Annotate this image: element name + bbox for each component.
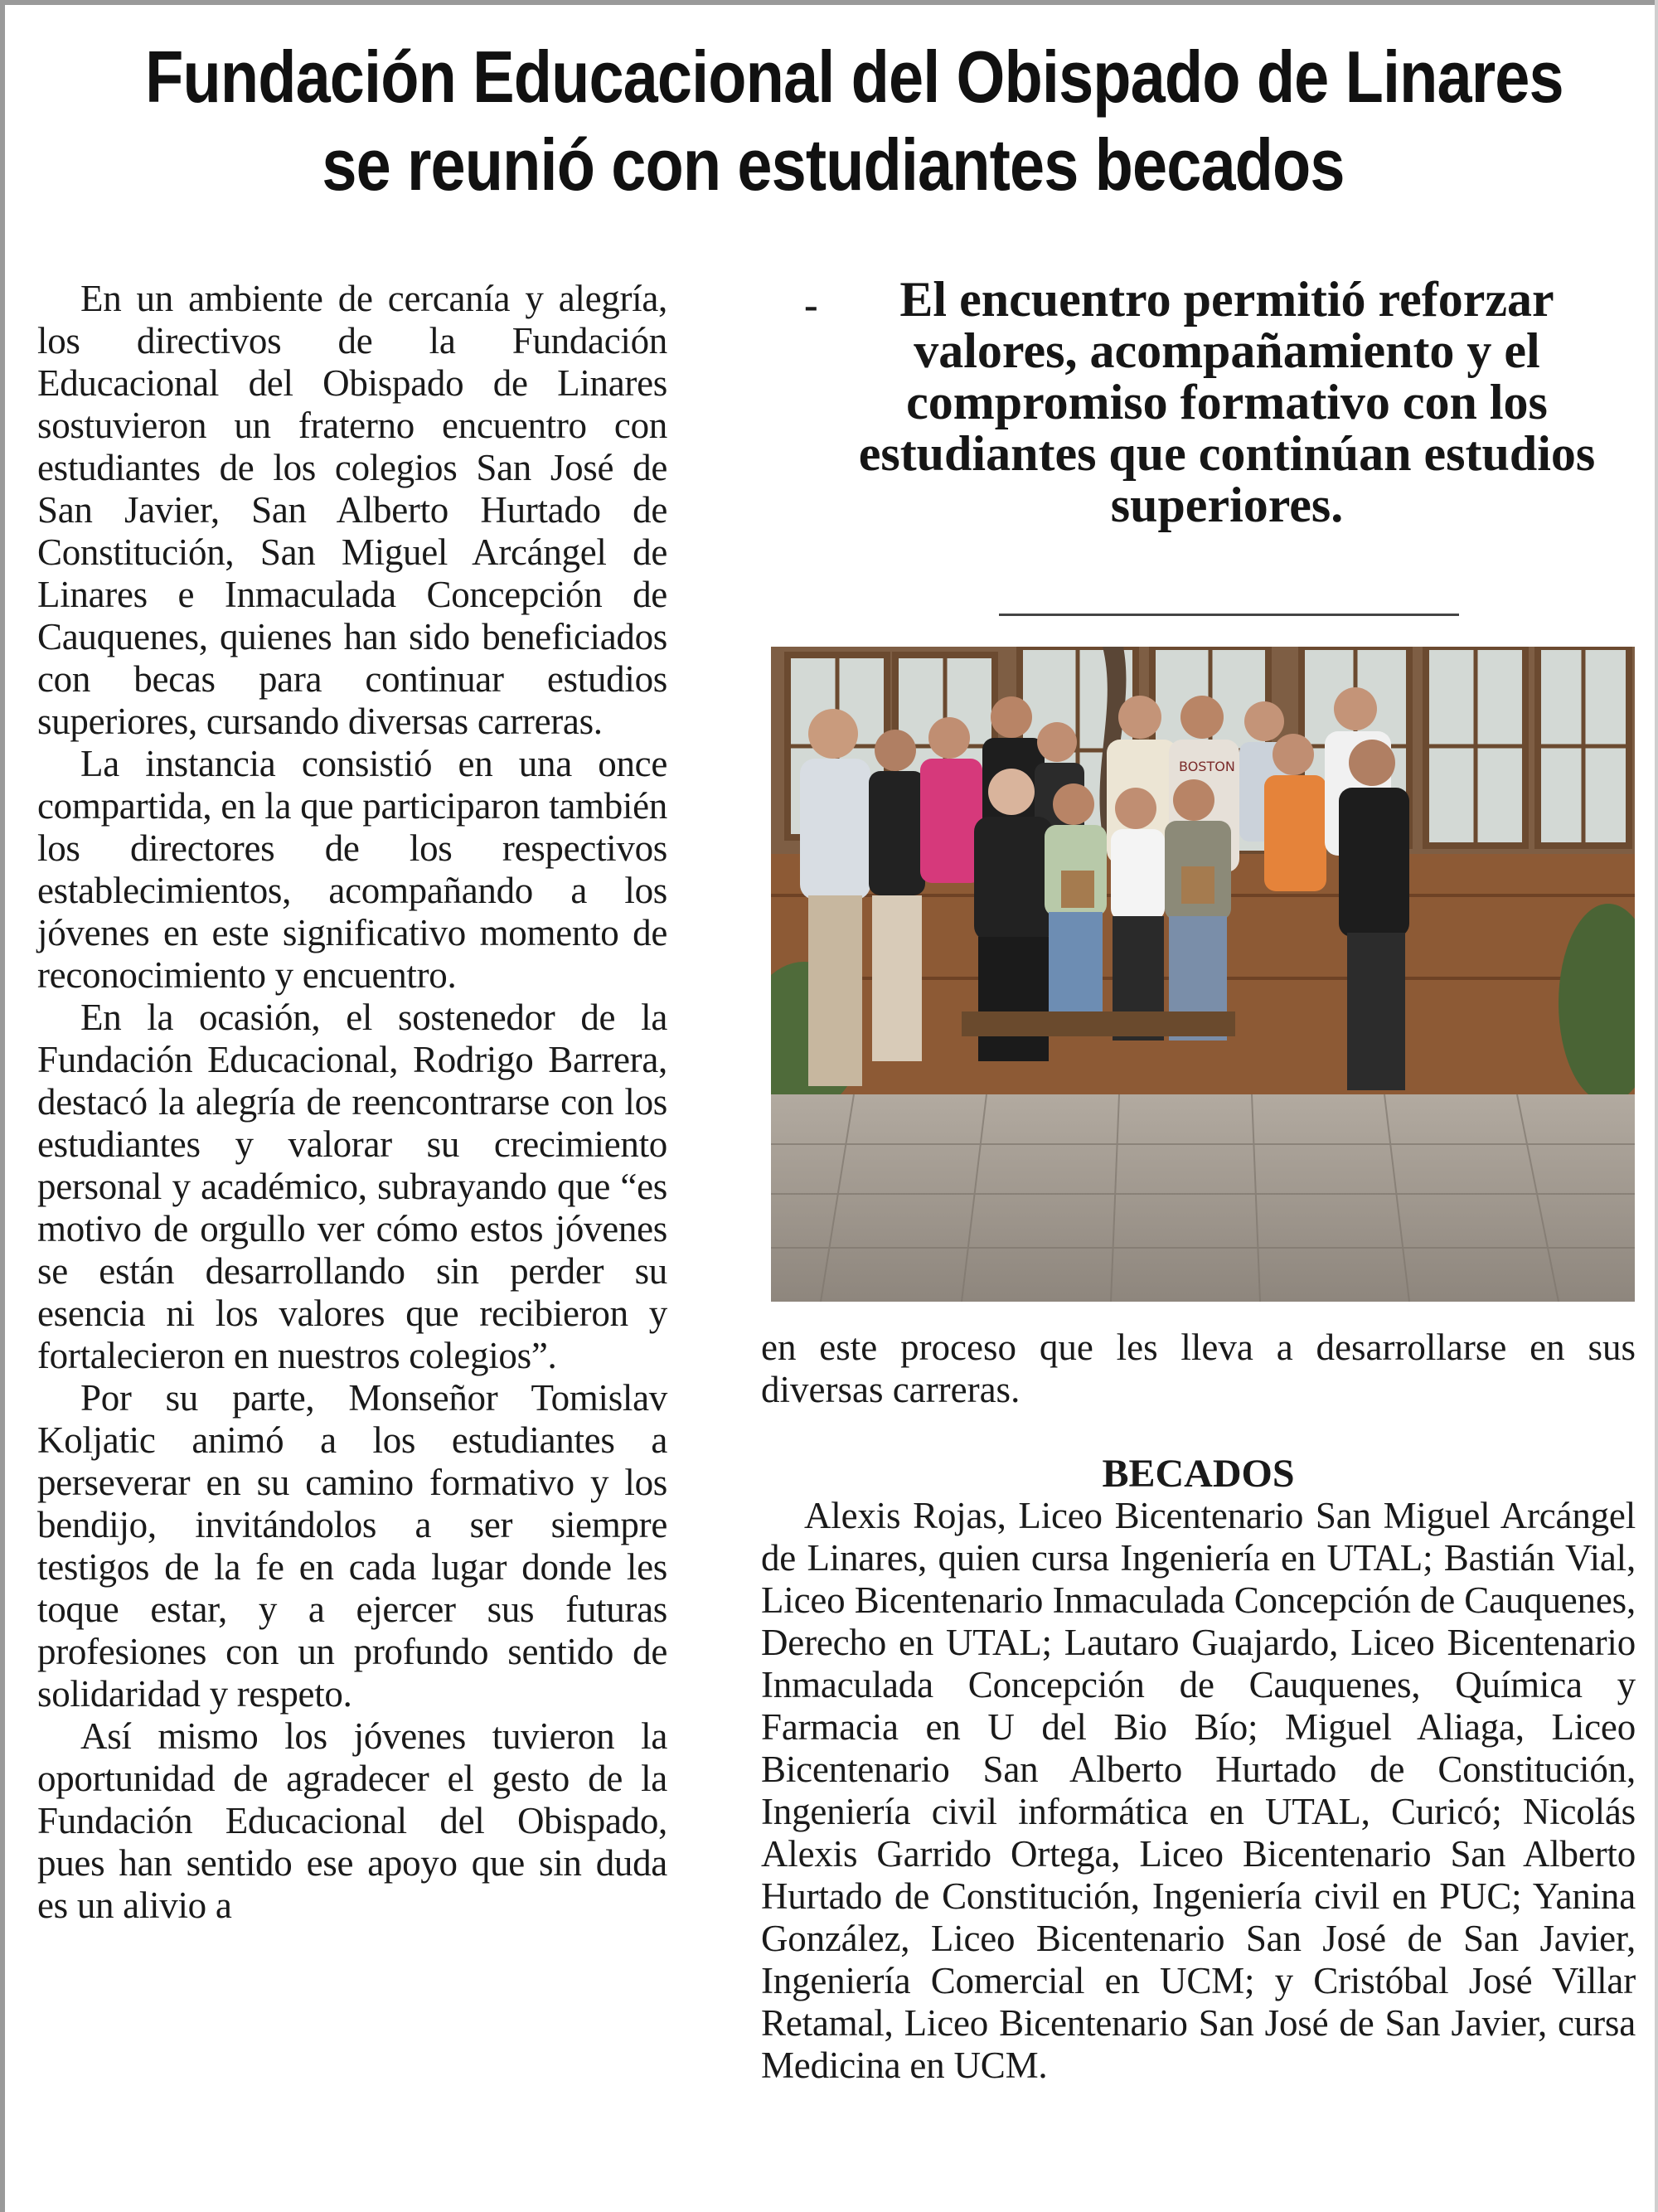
becados-list: Alexis Rojas, Liceo Bicentenario San Miguel Arcángel de Linares, quien cursa Ingeniería en UTAL; Bastián Vial, Liceo Bicentenario Inmaculada Concepción de Cauquenes, Derecho en UTAL; Lautaro Guajardo, Liceo Bicentenario Inmaculada Concepción de Cauquenes, Química y Farmacia en U del Bio Bío; Miguel Aliaga, Liceo Bicentenario San Alberto Hurtado de Constitución, Ingeniería civil informática en UTAL, Curicó; Nicolás Alexis Garrido Ortega, Liceo Bicentenario San Alberto Hurtado de Constitución, Ingeniería civil en PUC; Yanina González, Liceo Bicentenario San José de San Javier, Ingeniería Comercial en UCM; y Cristóbal José Villar Retamal, Liceo Bicentenario San José de San Javier, cursa Medicina en UCM. — [761, 1495, 1636, 2086]
shirt-print-text: BOSTON — [1179, 759, 1235, 774]
becados-heading: BECADOS — [1102, 1452, 1295, 1496]
body-paragraph-3: En la ocasión, el sostenedor de la Fundación Educacional, Rodrigo Barrera, destacó la alegría de reencontrarse con los estudiantes y valorar su crecimiento personal y académico, subrayando que “es motivo de orgullo ver cómo estos jóvenes se están desarrollando sin perder su esencia ni los valores que recibieron y fortalecieron en nuestros colegios”. — [37, 997, 667, 1376]
group-photo — [771, 647, 1635, 1302]
group-photo-illustration — [771, 647, 1635, 1302]
body-paragraph-4: Por su parte, Monseñor Tomislav Koljatic animó a los estudiantes a perseverar en su camino formativo y los bendijo, invitándolos a ser siempre testigos de la fe en cada lugar donde les toque estar, y a ejercer sus futuras profesiones con un profundo sentido de solidaridad y respeto. — [37, 1377, 667, 1715]
page-top-border — [0, 0, 1658, 5]
body-paragraph-1: En un ambiente de cercanía y alegría, los directivos de la Fundación Educacional del Obispado de Linares sostuvieron un fraterno encuentro con estudiantes de los colegios San José de San Javier, San Alberto Hurtado de Constitución, San Miguel Arcángel de Linares e Inmaculada Concepción de Cauquenes, quienes han sido beneficiados con becas para continuar estudios superiores, cursando diversas carreras. — [37, 278, 667, 742]
article-body-left-column — [37, 278, 667, 1927]
headline-line-2: se reunió con estudiantes becados — [322, 124, 1345, 206]
pull-quote-dash: - — [804, 281, 818, 327]
headline-line-1: Fundación Educacional del Obispado de Linares — [145, 36, 1563, 118]
pull-quote-rule — [999, 614, 1459, 616]
body-paragraph-5: Así mismo los jóvenes tuvieron la oportunidad de agradecer el gesto de la Fundación Educacional del Obispado, pues han sentido ese apoyo que sin duda es un alivio a — [37, 1715, 667, 1926]
body-paragraph-2: La instancia consistió en una once compartida, en la que participaron también los directores de los respectivos establecimientos, acompañando a los jóvenes en este significativo momento de reconocimiento y encuentro. — [37, 743, 667, 996]
article-body-continuation: en este proceso que les lleva a desarrollarse en sus diversas carreras. — [761, 1327, 1636, 1410]
page-left-border — [0, 0, 5, 2212]
article-headline — [145, 33, 1563, 209]
page-right-border — [1655, 0, 1658, 2212]
pull-quote: El encuentro permitió reforzar valores, acompañamiento y el compromiso formativo con los estudiantes que continúan estudios superiores. — [858, 272, 1596, 532]
